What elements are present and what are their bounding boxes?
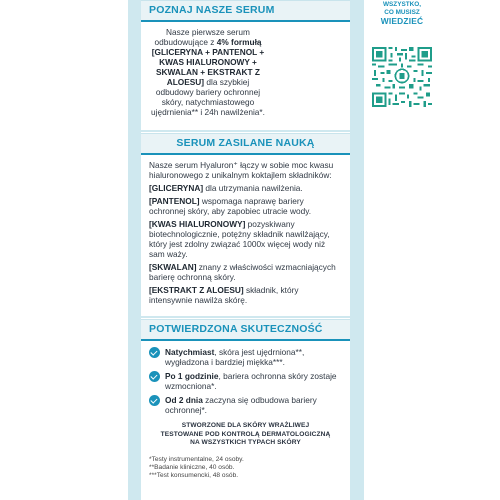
science-section	[141, 133, 350, 308]
divider	[141, 316, 350, 318]
tested-line: NA WSZYSTKICH TYPACH SKÓRY	[190, 439, 301, 446]
right-column	[364, 0, 500, 500]
qr-code-icon[interactable]	[372, 47, 432, 107]
ingredient-squalane: [SKWALAN] znany z właściwości wzmacniających barierę ochronną skóry.	[149, 262, 336, 282]
badge-line: WIEDZIEĆ	[380, 16, 424, 26]
tested-claims	[141, 422, 350, 448]
efficacy-item: Natychmiast, skóra jest ujędrniona**, wygładzona i bardziej miękka***.	[149, 347, 342, 367]
intro-section	[141, 0, 350, 120]
footnote: ***Test konsumencki, 48 osób.	[149, 472, 239, 479]
check-circle-icon	[149, 371, 160, 382]
tested-line: STWORZONE DLA SKÓRY WRAŻLIWEJ	[181, 422, 310, 429]
check-circle-icon	[149, 347, 160, 358]
info-badge	[369, 1, 435, 26]
ingredient-glycerin: [GLICERYNA] dla utrzymania nawilżenia.	[149, 183, 303, 193]
science-intro: Nasze serum Hyaluron⁺ łączy w sobie moc kwasu hialuronowego z unikalnym koktajlem składników:	[149, 160, 334, 180]
intro-title: POZNAJ NASZE SERUM	[141, 0, 350, 22]
footnotes	[141, 456, 358, 480]
left-border-stripe	[128, 0, 141, 500]
ingredient-aloe: [EKSTRAKT Z ALOESU] składnik, który intensywnie nawilża skórę.	[149, 285, 299, 305]
badge-line: CO MUSISZ	[384, 8, 420, 16]
info-panel	[141, 0, 350, 500]
efficacy-title: POTWIERDZONA SKUTECZNOŚĆ	[141, 319, 350, 341]
footnote: **Badanie kliniczne, 40 osób.	[149, 464, 235, 471]
tested-line: TESTOWANE POD KONTROLĄ DERMATOLOGICZNĄ	[160, 430, 331, 438]
badge-line: WSZYSTKO,	[383, 1, 421, 8]
ingredient-panthenol: [PANTENOL] wspomaga naprawę bariery ochronnej skóry, aby zapobiec utracie wody.	[149, 196, 312, 216]
divider	[141, 130, 350, 132]
ingredient-hyaluronic: [KWAS HIALURONOWY] pozyskiwany biotechnologicznie, potężny składnik nawilżający, który jest zdolny związać 1000x więcej wody niż sam waży.	[149, 219, 330, 259]
efficacy-item: Od 2 dnia zaczyna się odbudowa bariery ochronnej*.	[149, 395, 342, 415]
footnote: *Testy instrumentalne, 24 osoby.	[149, 456, 244, 463]
right-border-stripe	[350, 0, 364, 500]
efficacy-section	[141, 319, 350, 419]
efficacy-item: Po 1 godzinie, bariera ochronna skóry zostaje wzmocniona*.	[149, 371, 342, 391]
science-title: SERUM ZASILANE NAUKĄ	[141, 133, 350, 155]
formula-text: [GLICERYNA + PANTENOL + KWAS HIALURONOWY + SKWALAN + EKSTRAKT Z ALOESU]	[151, 47, 265, 87]
intro-paragraph: Nasze pierwsze serum odbudowujące z 4% formułą [GLICERYNA + PANTENOL + KWAS HIALURONOWY + SKWALAN + EKSTRAKT Z ALOESU] dla szybkiej odbudowy bariery ochronnej skóry, natychmiastowego ujędrnienia** i 24h nawilżenia*.	[151, 27, 265, 117]
check-circle-icon	[149, 395, 160, 406]
